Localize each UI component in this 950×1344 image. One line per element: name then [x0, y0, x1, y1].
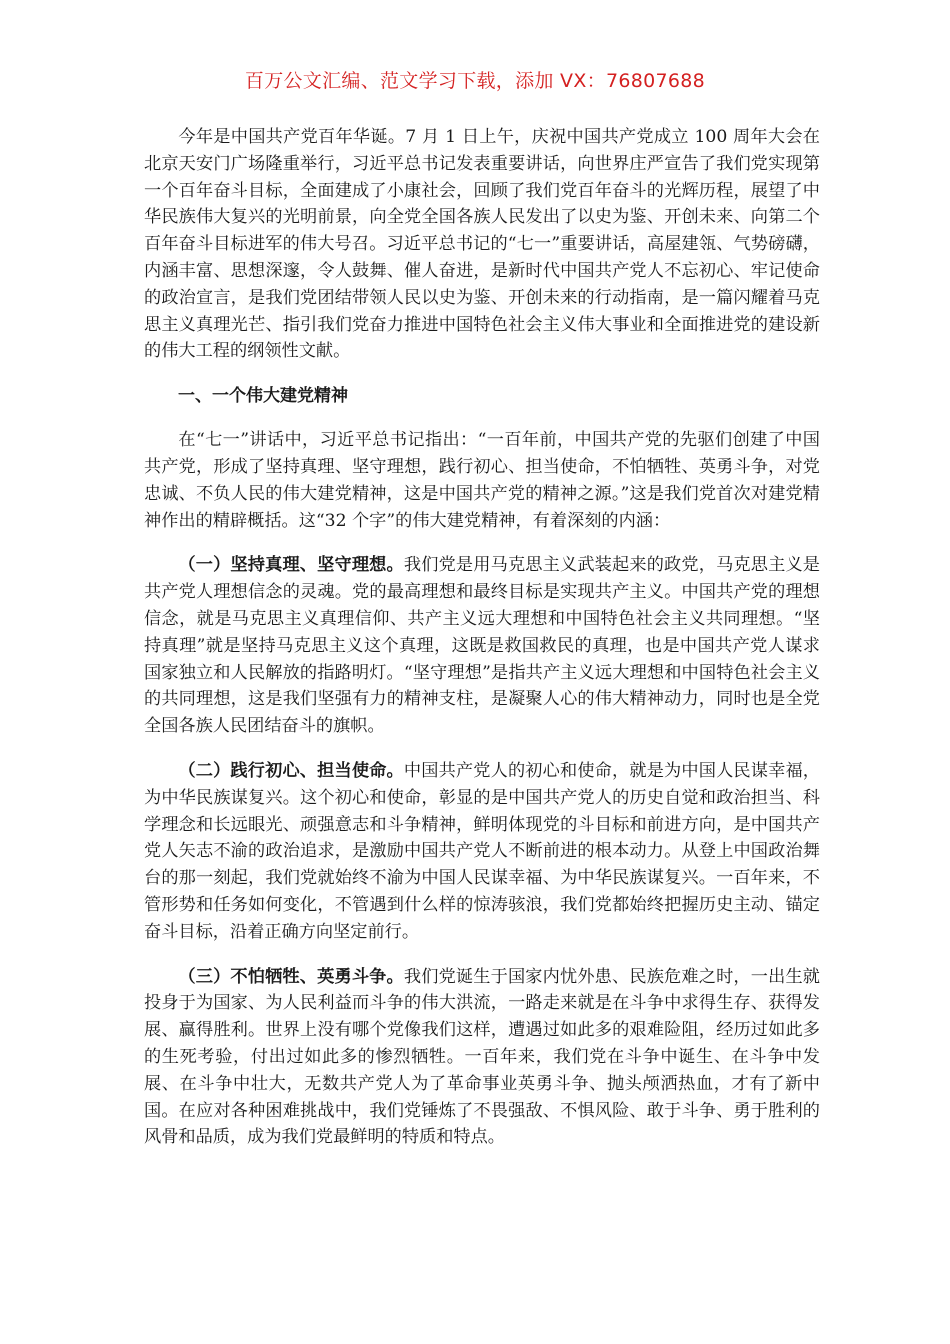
header-banner: 百万公文汇编、范文学习下载，添加 VX：76807688	[244, 70, 706, 92]
section-intro-paragraph: 在“七一”讲话中，习近平总书记指出：“一百年前，中国共产党的先驱们创建了中国共产党，形成了坚持真理、坚守理想，践行初心、担当使命，不怕牺牲、英勇斗争，对党忠诚、不负人民的伟大建党精神，这是中国共产党的精神之源。”这是我们党首次对建党精神作出的精辟概括。这“32 个字”的伟大建党精神，有着深刻的内涵：	[144, 430, 820, 531]
point-paragraph-1	[144, 552, 820, 740]
point-lead-3: （三）不怕牺牲、英勇斗争。	[178, 966, 404, 987]
point-lead-1: （一）坚持真理、坚守理想。	[178, 555, 404, 576]
point-paragraph-3	[144, 964, 820, 1152]
point-paragraph-2	[144, 758, 820, 946]
section-heading: 一、一个伟大建党精神	[178, 386, 348, 407]
point-body-2: 中国共产党人的初心和使命，就是为中国人民谋幸福，为中华民族谋复兴。这个初心和使命，彰显的是中国共产党人的历史自觉和政治担当、科学理念和长远眼光、顽强意志和斗争精神，鲜明体现党的斗目标和前进方向，是中国共产党人矢志不渝的政治追求，是激励中国共产党人不断前进的根本动力。从登上中国政治舞台的那一刻起，我们党就始终不渝为中国人民谋幸福、为中华民族谋复兴。一百年来，不管形势和任务如何变化，不管遇到什么样的惊涛骇浪，我们党都始终把握历史主动、锚定奋斗目标，沿着正确方向坚定前行。	[144, 760, 820, 942]
document-body	[144, 124, 820, 1151]
point-body-1: 我们党是用马克思主义武装起来的政党，马克思主义是共产党人理想信念的灵魂。党的最高理想和最终目标是实现共产主义。中国共产党的理想信念，就是马克思主义真理信仰、共产主义远大理想和中国特色社会主义共同理想。“坚持真理”就是坚持马克思主义这个真理，这既是救国救民的真理，也是中国共产党人谋求国家独立和人民解放的指路明灯。“坚守理想”是指共产主义远大理想和中国特色社会主义的共同理想，这是我们坚强有力的精神支柱，是凝聚人心的伟大精神动力，同时也是全党全国各族人民团结奋斗的旗帜。	[144, 555, 820, 737]
intro-paragraph: 今年是中国共产党百年华诞。7 月 1 日上午，庆祝中国共产党成立 100 周年大会在北京天安门广场隆重举行，习近平总书记发表重要讲话，向世界庄严宣告了我们党实现第一个百年奋斗目标，全面建成了小康社会，回顾了我们党百年奋斗的光辉历程，展望了中华民族伟大复兴的光明前景，向全党全国各族人民发出了以史为鉴、开创未来、向第二个百年奋斗目标进军的伟大号召。习近平总书记的“七一”重要讲话，高屋建瓴、气势磅礴，内涵丰富、思想深邃，令人鼓舞、催人奋进，是新时代中国共产党人不忘初心、牢记使命的政治宣言，是我们党团结带领人民以史为鉴、开创未来的行动指南，是一篇闪耀着马克思主义真理光芒、指引我们党奋力推进中国特色社会主义伟大事业和全面推进党的建设新的伟大工程的纲领性文献。	[144, 127, 820, 362]
point-lead-2: （二）践行初心、担当使命。	[178, 760, 404, 781]
point-body-3: 我们党诞生于国家内忧外患、民族危难之时，一出生就投身于为国家、为人民利益而斗争的伟大洪流，一路走来就是在斗争中求得生存、获得发展、赢得胜利。世界上没有哪个党像我们这样，遭遇过如此多的艰难险阻，经历过如此多的生死考验，付出过如此多的惨烈牺牲。一百年来，我们党在斗争中诞生、在斗争中发展、在斗争中壮大，无数共产党人为了革命事业英勇斗争、抛头颅洒热血，才有了新中国。在应对各种困难挑战中，我们党锤炼了不畏强敌、不惧风险、敢于斗争、勇于胜利的风骨和品质，成为我们党最鲜明的特质和特点。	[144, 966, 820, 1148]
